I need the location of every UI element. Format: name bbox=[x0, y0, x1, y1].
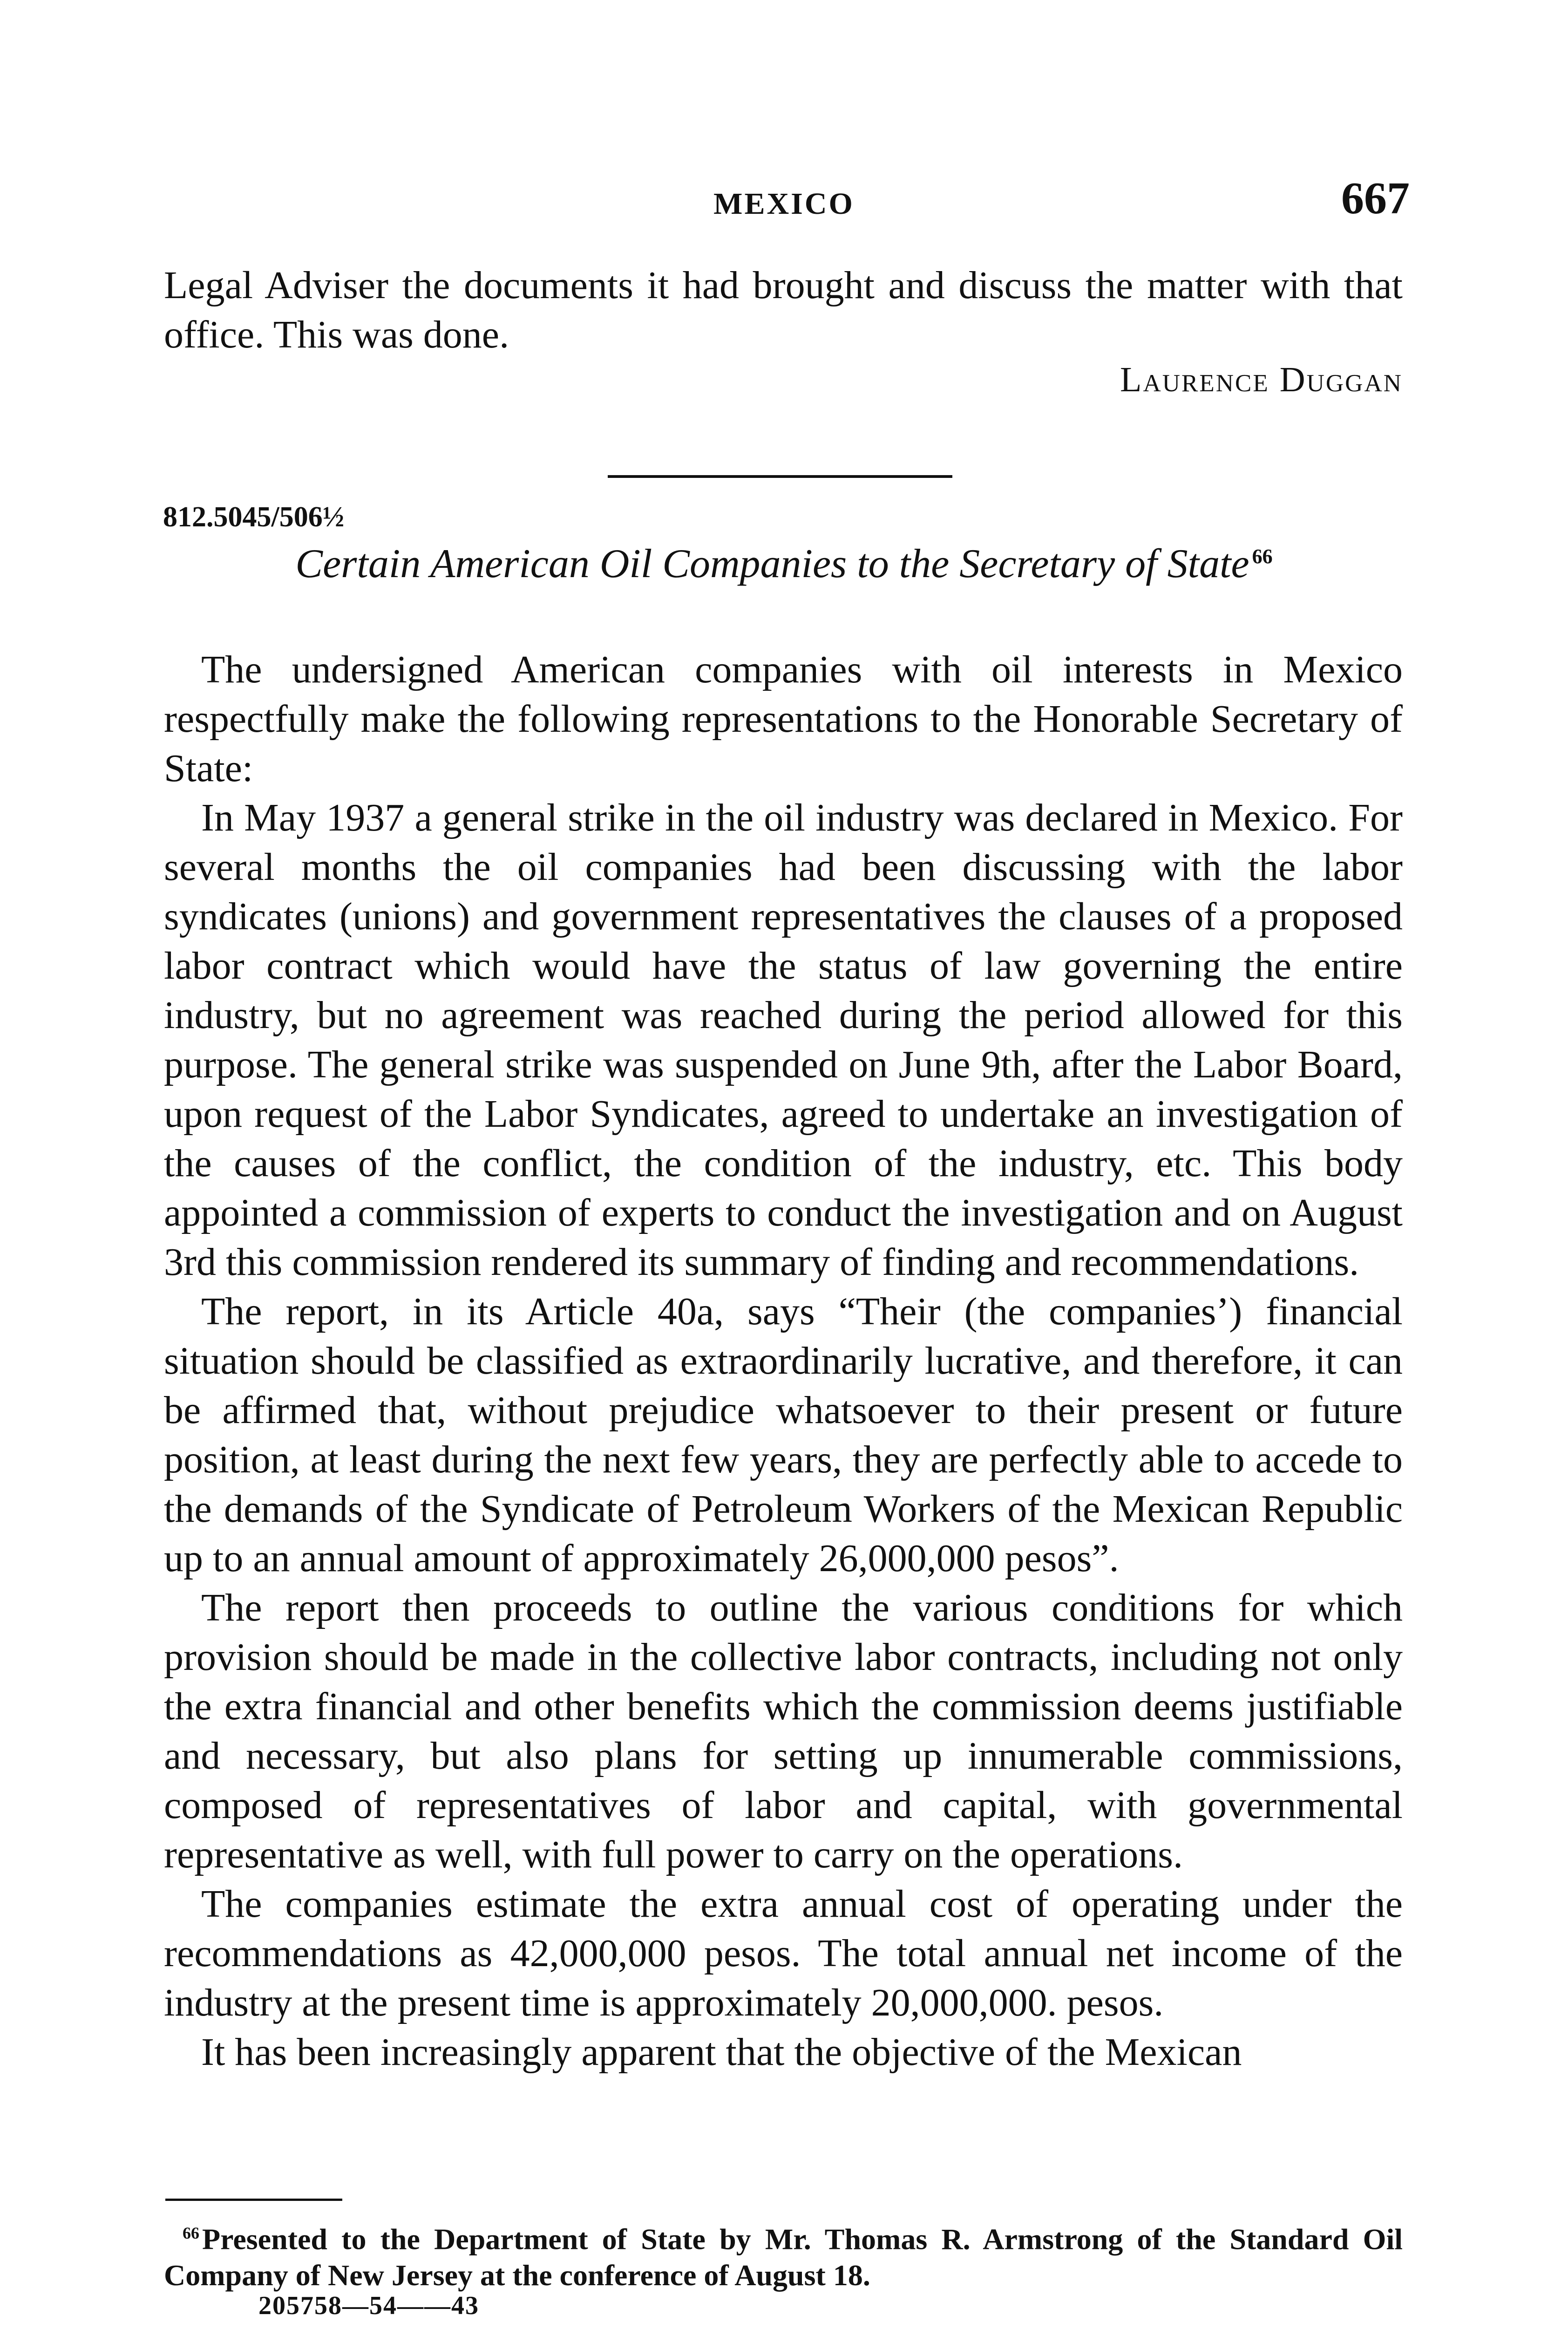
file-number: 812.5045/506½ bbox=[163, 501, 345, 533]
section-divider bbox=[608, 475, 952, 478]
page-number: 667 bbox=[1341, 173, 1410, 224]
document-title-text: Certain American Oil Companies to the Secretary of State bbox=[295, 541, 1249, 586]
footnote-text: Presented to the Department of State by Mr. Thomas R. Armstrong of the Standard Oil Company of New Jersey at the conference of August 18. bbox=[164, 2222, 1403, 2292]
footnote-divider bbox=[165, 2199, 342, 2201]
paragraph: The undersigned American companies with oil interests in Mexico respectfully make the following representations to the Honorable Secretary of State: bbox=[164, 648, 1403, 790]
signature: Laurence Duggan bbox=[1120, 360, 1403, 399]
previous-document-closing-text: Legal Adviser the documents it had brought and discuss the matter with that office. This was done. bbox=[164, 264, 1403, 356]
paragraph: The report then proceeds to outline the various conditions for which provision should be made in the collective labor contracts, including not only the extra financial and other benefits which the commission deems justifiable and necessary, but also plans for setting up innumerable commissions, composed of representatives of labor and capital, with governmental representative as well, with full power to carry on the operations. bbox=[164, 1586, 1403, 1876]
footnote bbox=[164, 2215, 1403, 2294]
paragraph: It has been increasingly apparent that the objective of the Mexican bbox=[201, 2030, 1242, 2074]
paragraph: The companies estimate the extra annual cost of operating under the recommendations as 42,000,000 pesos. The total annual net income of the industry at the present time is approximately 20,000,000. pesos. bbox=[164, 1882, 1403, 2024]
document-body bbox=[164, 645, 1403, 2077]
document-title bbox=[0, 540, 1568, 587]
paragraph: In May 1937 a general strike in the oil industry was declared in Mexico. For several months the oil companies had been discussing with the labor syndicates (unions) and government representatives the clauses of a proposed labor contract which would have the status of law governing the entire industry, but no agreement was reached during the period allowed for this purpose. The general strike was suspended on June 9th, after the Labor Board, upon request of the Labor Syndicates, agreed to undertake an investigation of the causes of the conflict, the condition of the industry, etc. This body appointed a commission of experts to conduct the investigation and on August 3rd this commission rendered its summary of finding and recommendations. bbox=[164, 796, 1403, 1284]
printer-mark: 205758—54——43 bbox=[258, 2291, 479, 2320]
running-header: MEXICO bbox=[713, 187, 855, 221]
footnote-marker: 66 bbox=[183, 2224, 199, 2242]
paragraph: The report, in its Article 40a, says “Their (the companies’) financial situation should be classified as extraordinarily lucrative, and therefore, it can be affirmed that, without prejudice whatsoever to their present or future position, at least during the next few years, they are perfectly able to accede to the demands of the Syndicate of Petroleum Workers of the Mexican Republic up to an annual amount of approximately 26,000,000 pesos”. bbox=[164, 1290, 1403, 1580]
footnote-reference: 66 bbox=[1252, 545, 1273, 568]
